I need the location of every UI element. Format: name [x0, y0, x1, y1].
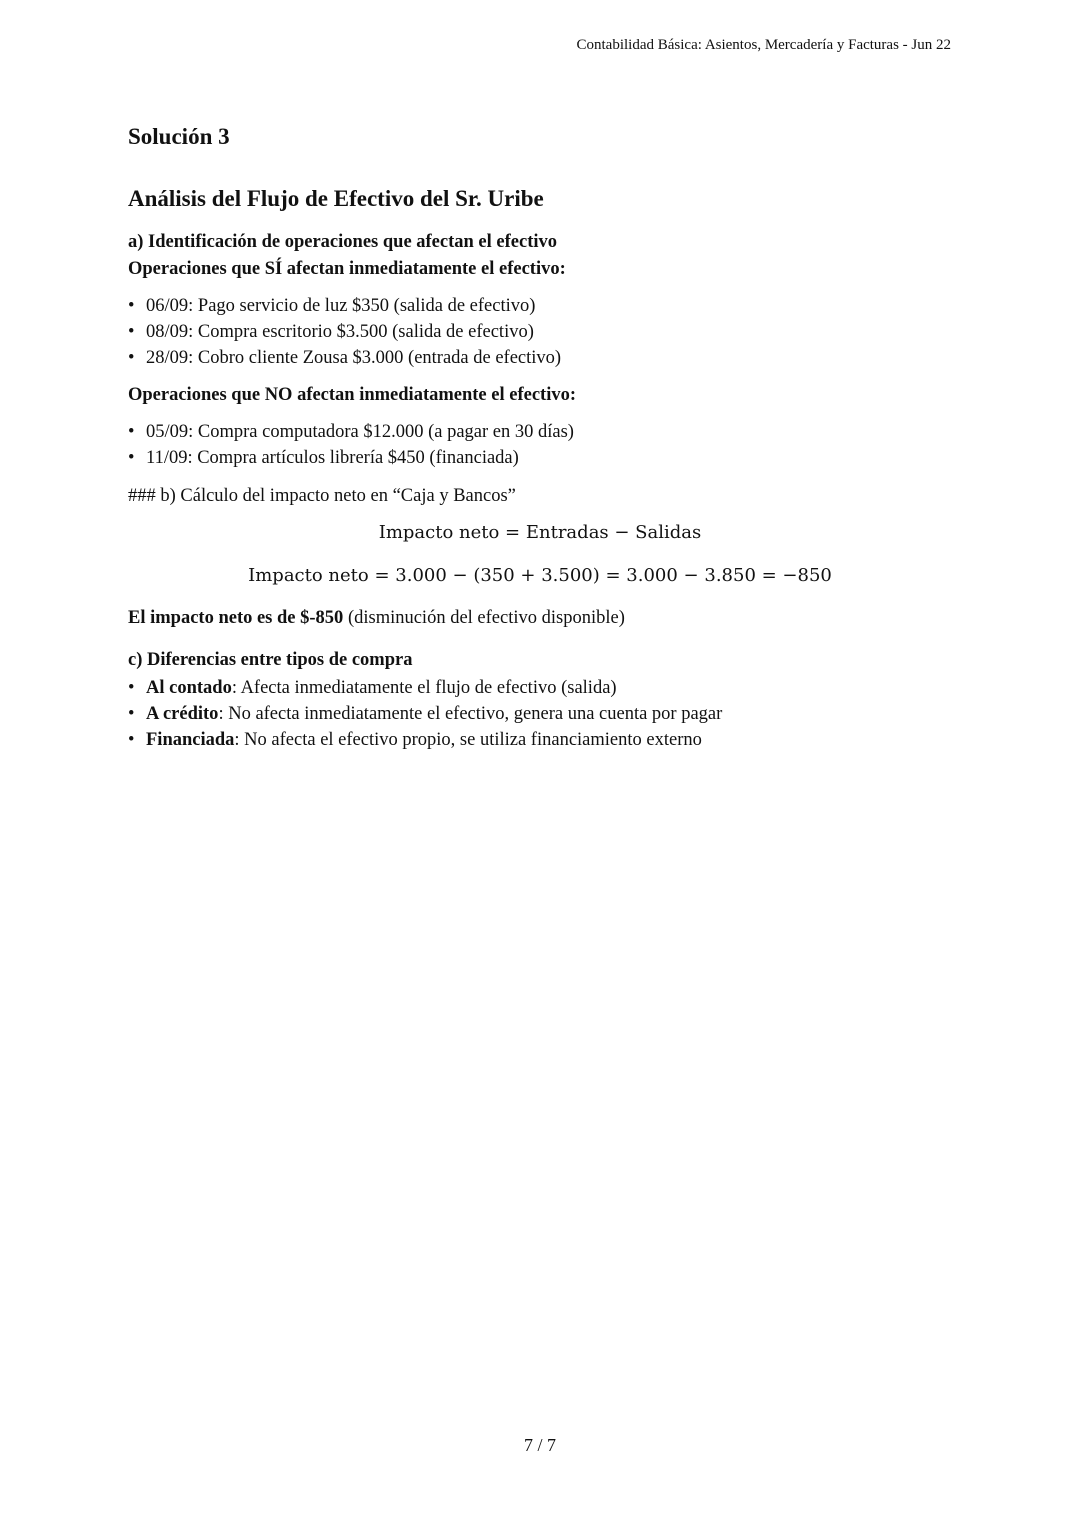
- part-a-heading: a) Identificación de operaciones que afectan el efectivo: [128, 232, 558, 252]
- list-item: [128, 701, 722, 727]
- list-item: • 11/09: Compra artículos librería $450 (financiada): [128, 445, 574, 471]
- list-item: [128, 675, 722, 701]
- page-number: 7 / 7: [523, 1435, 556, 1455]
- net-impact-result: [128, 606, 625, 630]
- purchase-types-list: [128, 675, 722, 753]
- purchase-type-desc: : Afecta inmediatamente el flujo de efectivo (salida): [231, 678, 617, 698]
- part-b-heading: ### b) Cálculo del impacto neto en “Caja y Bancos”: [128, 486, 516, 506]
- running-header: Contabilidad Básica: Asientos, Mercadería y Facturas - Jun 22: [576, 37, 951, 53]
- purchase-type-desc: : No afecta inmediatamente el efectivo, genera una cuenta por pagar: [218, 704, 723, 724]
- purchase-type-term: Al contado: [146, 678, 232, 698]
- part-c-heading: c) Diferencias entre tipos de compra: [128, 650, 413, 670]
- section-title: Análisis del Flujo de Efectivo del Sr. Uribe: [128, 186, 544, 211]
- purchase-type-term: A crédito: [146, 704, 219, 724]
- affect-heading: Operaciones que SÍ afectan inmediatamente el efectivo:: [128, 259, 566, 279]
- purchase-type-desc: : No afecta el efectivo propio, se utiliza financiamiento externo: [234, 730, 702, 750]
- list-item: • 28/09: Cobro cliente Zousa $3.000 (entrada de efectivo): [128, 345, 561, 371]
- net-impact-result-note: (disminución del efectivo disponible): [343, 608, 625, 628]
- list-item: • 05/09: Compra computadora $12.000 (a pagar en 30 días): [128, 419, 574, 445]
- solution-title: Solución 3: [128, 124, 230, 149]
- no-affect-heading: Operaciones que NO afectan inmediatamente el efectivo:: [128, 385, 577, 405]
- no-affect-list: [128, 419, 574, 471]
- list-item: • 08/09: Compra escritorio $3.500 (salida de efectivo): [128, 319, 561, 345]
- purchase-type-term: Financiada: [146, 730, 235, 750]
- net-impact-result-bold: El impacto neto es de $-850: [128, 608, 344, 628]
- affect-list: [128, 293, 561, 371]
- list-item: [128, 727, 722, 753]
- list-item: • 06/09: Pago servicio de luz $350 (salida de efectivo): [128, 293, 561, 319]
- formula-calculation: Impacto neto = 3.000 − (350 + 3.500) = 3.000 − 3.850 = −850: [248, 565, 832, 586]
- formula-net-impact: Impacto neto = Entradas − Salidas: [378, 522, 702, 543]
